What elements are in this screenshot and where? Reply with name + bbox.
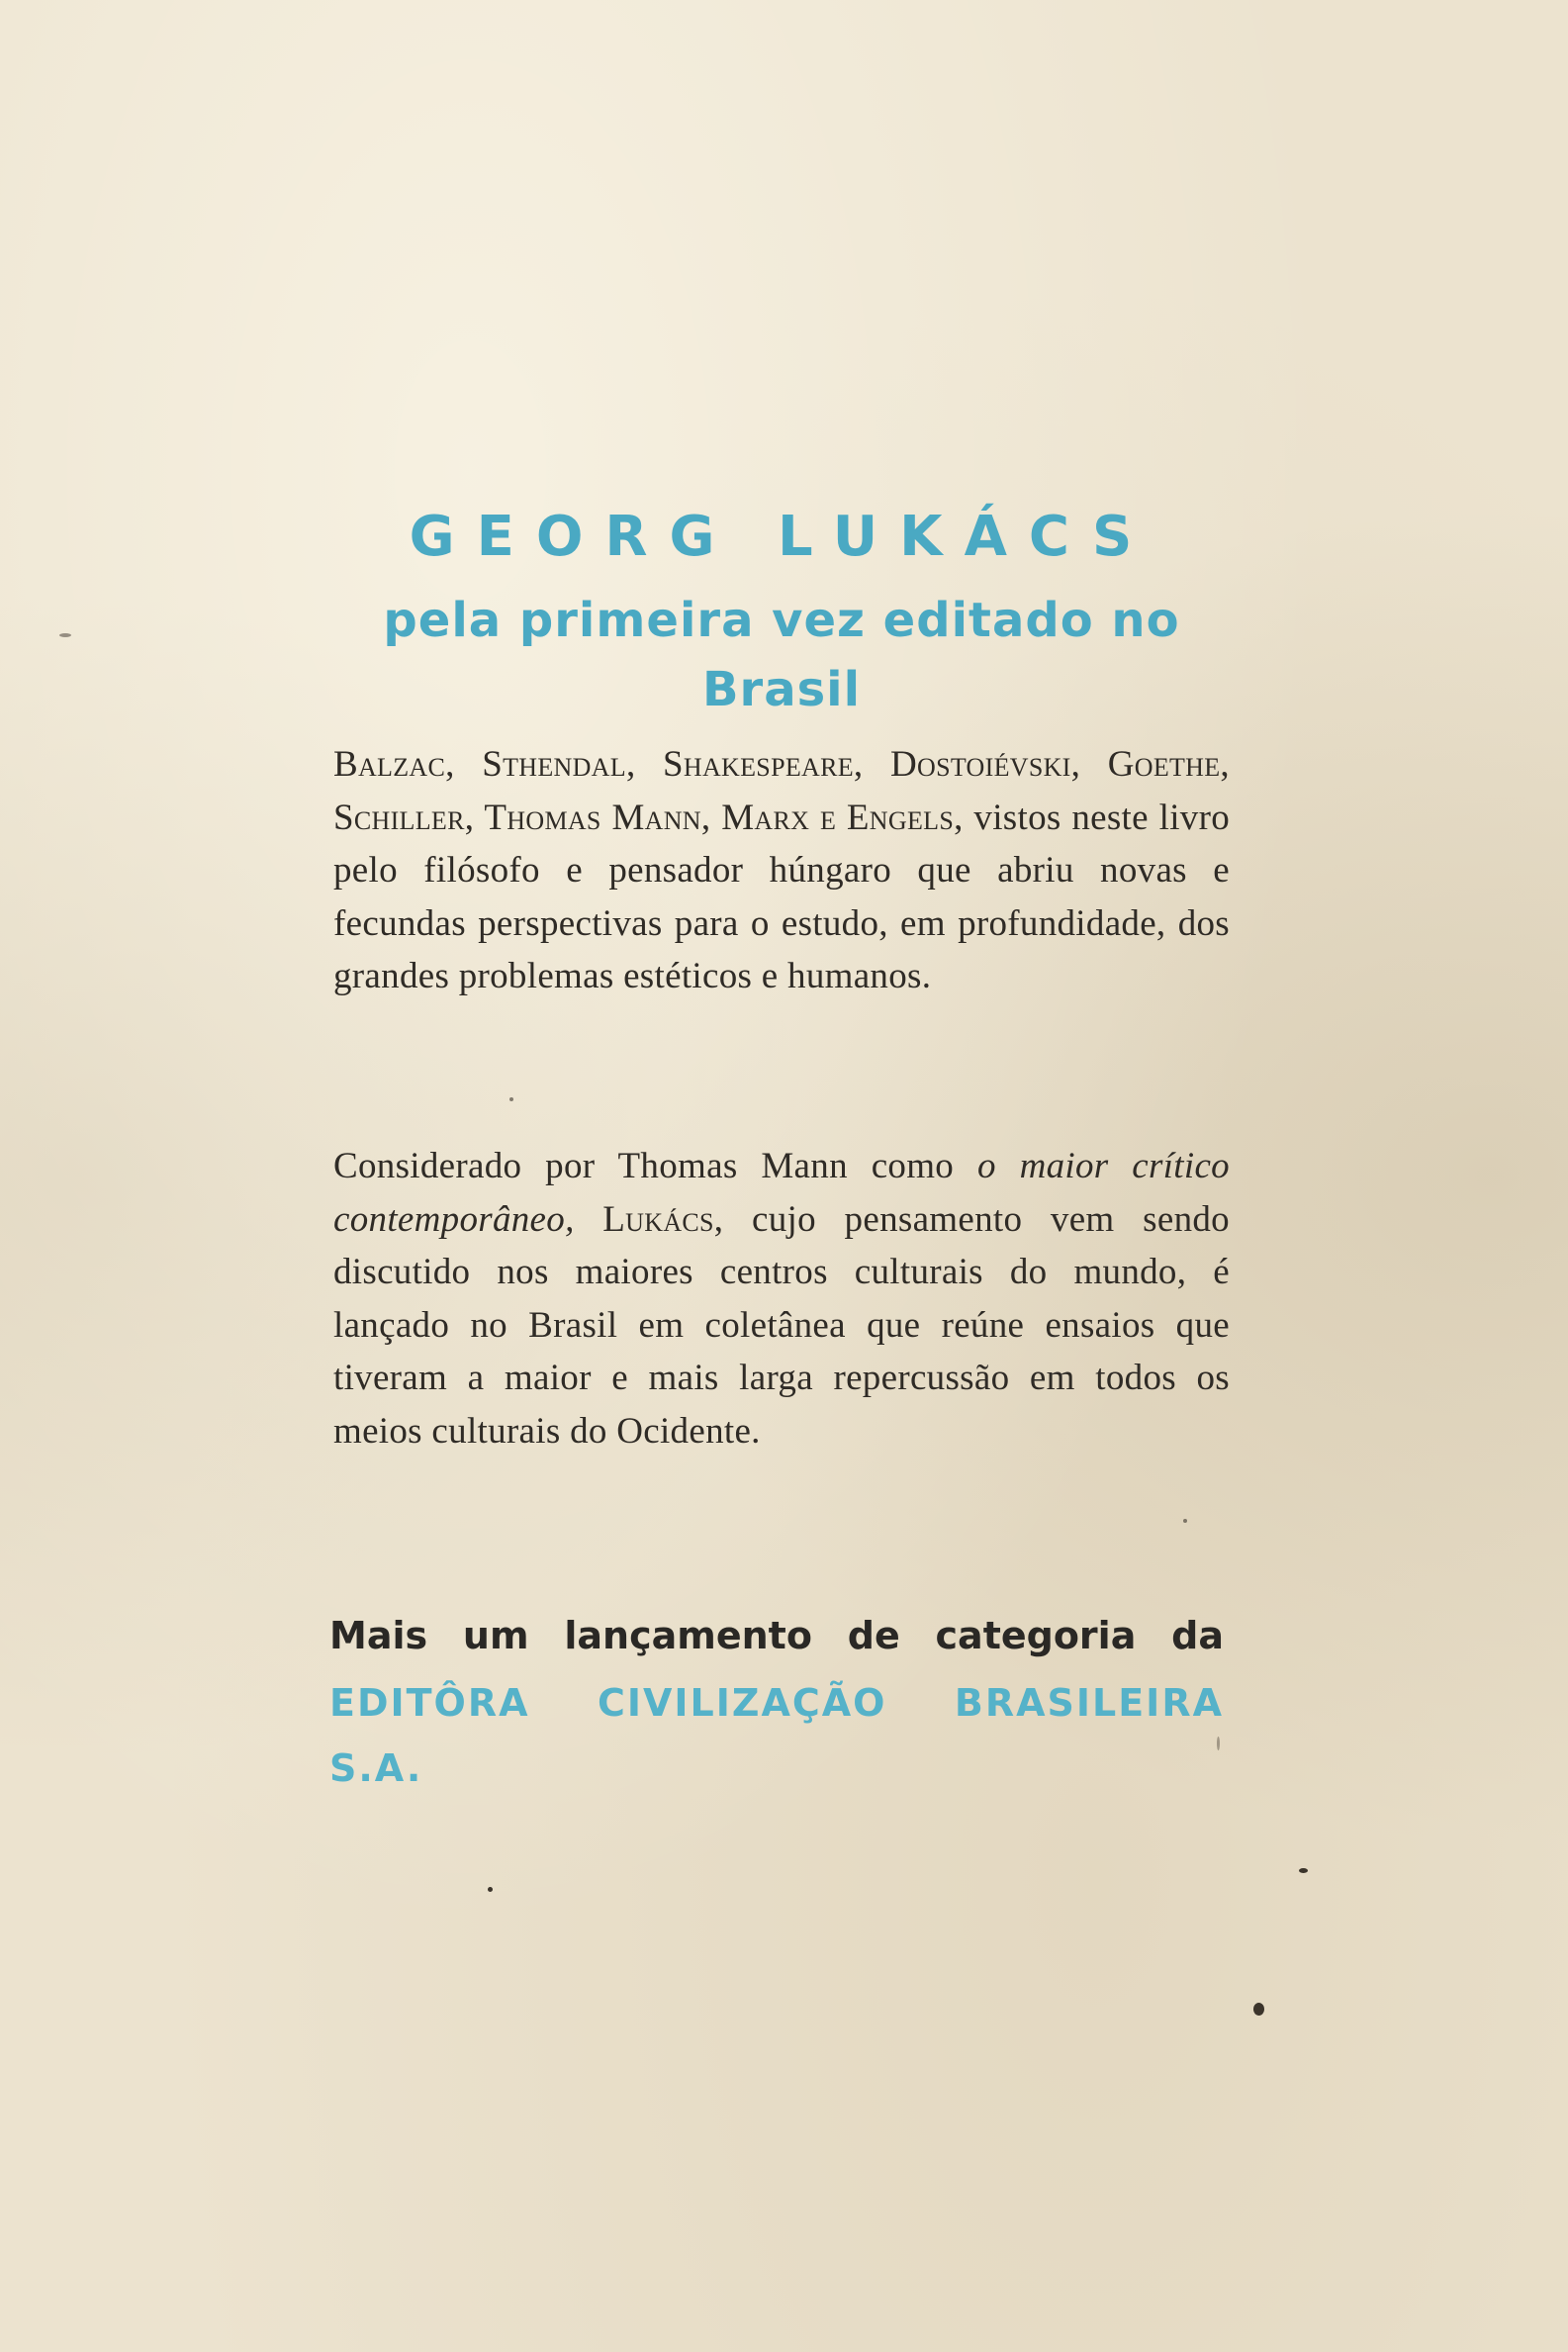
description-text-1: vistos neste livro pelo filósofo e pensador húngaro que abriu novas e fecundas perspectivas para o estudo, em profundidade, dos grandes problemas estéticos e humanos. <box>333 797 1230 996</box>
author-heading: GEORG LUKÁCS <box>409 505 1154 569</box>
lukacs-name: Lukács, <box>602 1198 724 1240</box>
paper-speck <box>1183 1519 1187 1523</box>
closing-line: Mais um lançamento de categoria da <box>329 1614 1224 1657</box>
publisher-name: EDITÔRA CIVILIZAÇÃO BRASILEIRA S.A. <box>329 1681 1224 1790</box>
paper-speck <box>509 1097 513 1101</box>
mann-quote: o maior crítico contemporâneo, <box>333 1146 1230 1240</box>
description-text-2a: Considerado por Thomas Mann como <box>333 1146 955 1186</box>
paper-speck <box>1299 1868 1308 1873</box>
subtitle-heading: pela primeira vez editado no Brasil <box>383 593 1180 717</box>
description-text-2b: cujo pensamento vem sendo discutido nos maiores centros culturais do mundo, é lançado no Brasil em coletânea que reúne ensaios que tiveram a maior e mais larga repercussão em todos os meios culturais do Ocidente. <box>333 1198 1230 1452</box>
paper-speck <box>1253 2003 1264 2016</box>
paper-speck <box>488 1887 493 1892</box>
description-paragraph-1 <box>333 738 1230 1003</box>
description-paragraph-2 <box>333 1140 1230 1458</box>
paper-speck <box>59 633 71 637</box>
paper-speck <box>1217 1737 1220 1750</box>
authors-list: Balzac, Sthendal, Shakespeare, Dostoiévski, Goethe, Schiller, Thomas Mann, Marx e Engels, <box>333 744 1230 838</box>
